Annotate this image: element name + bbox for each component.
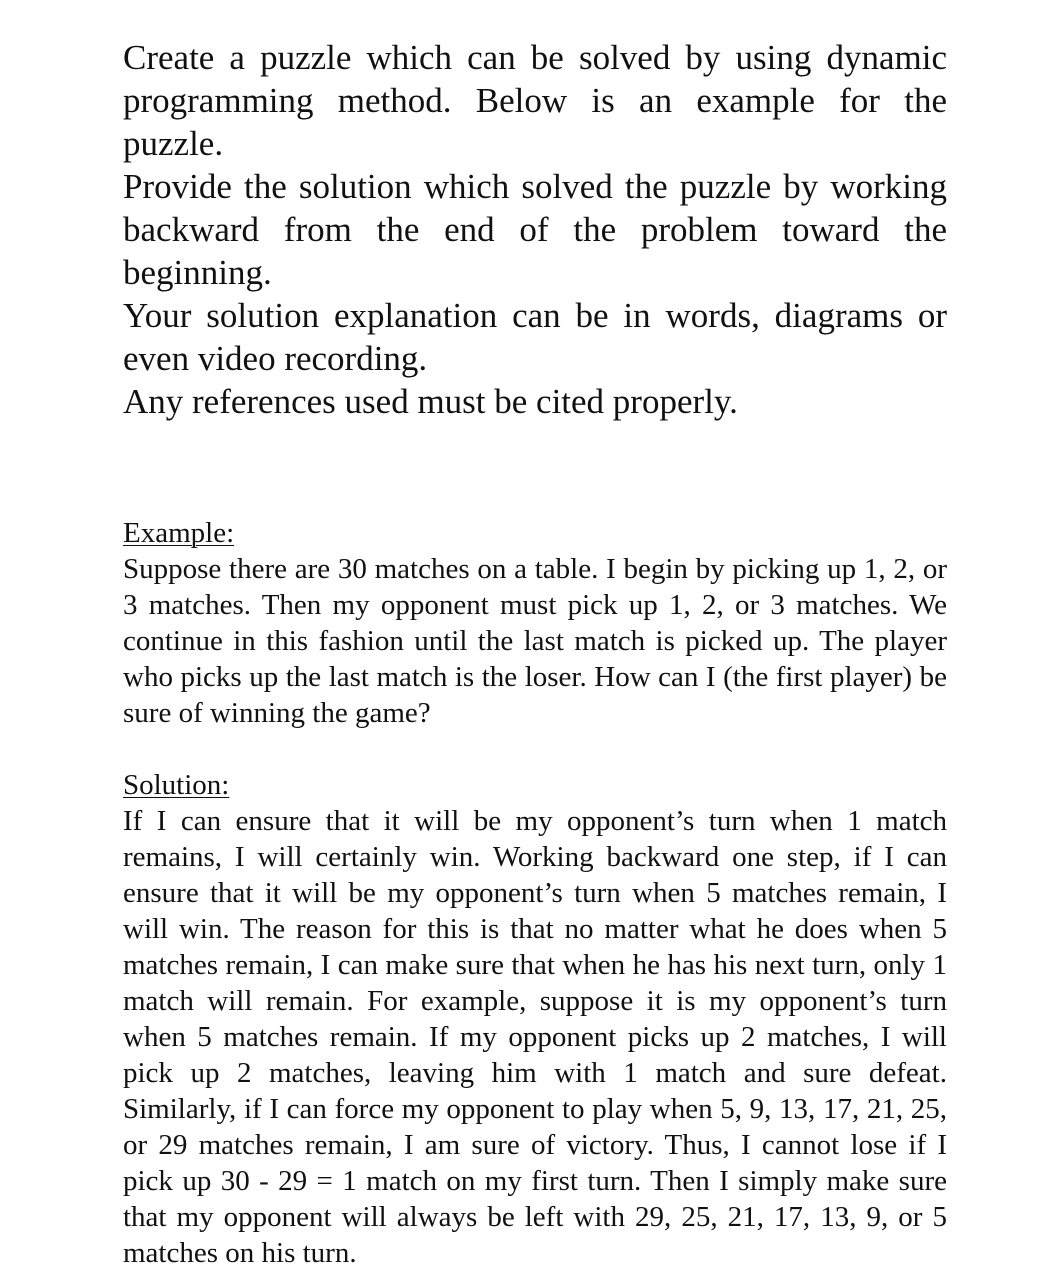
instruction-paragraph-references: Any references used must be cited properly. xyxy=(123,382,738,421)
instruction-paragraph-create: Create a puzzle which can be solved by using dynamic programming method. Below is an example for the puzzle. xyxy=(123,38,947,163)
document-page xyxy=(123,36,947,1271)
instruction-paragraph-explanation: Your solution explanation can be in words, diagrams or even video recording. xyxy=(123,296,947,378)
spacer xyxy=(123,423,947,515)
solution-heading: Solution: xyxy=(123,769,230,801)
instruction-paragraph-solution: Provide the solution which solved the puzzle by working backward from the end of the problem toward the beginning. xyxy=(123,167,947,292)
solution-text: If I can ensure that it will be my opponent’s turn when 1 match remains, I will certainly win. Working backward one step, if I can ensure that it will be my opponent’s turn when 5 matches remain, I will win. The reason for this is that no matter what he does when 5 matches remain, I can make sure that when he has his next turn, only 1 match will remain. For example, suppose it is my opponent’s turn when 5 matches remain. If my opponent picks up 2 matches, I will pick up 2 matches, leaving him with 1 match and sure defeat. Similarly, if I can force my opponent to play when 5, 9, 13, 17, 21, 25, or 29 matches remain, I am sure of victory. Thus, I cannot lose if I pick up 30 - 29 = 1 match on my first turn. Then I simply make sure that my opponent will always be left with 29, 25, 21, 17, 13, 9, or 5 matches on his turn. xyxy=(123,805,947,1269)
spacer xyxy=(123,731,947,767)
example-text: Suppose there are 30 matches on a table. I begin by picking up 1, 2, or 3 matches. Then my opponent must pick up 1, 2, or 3 matches. We continue in this fashion until the last match is picked up. The player who picks up the last match is the loser. How can I (the first player) be sure of winning the game? xyxy=(123,553,947,729)
example-section xyxy=(123,515,947,731)
solution-section xyxy=(123,767,947,1271)
instructions-block xyxy=(123,36,947,423)
example-heading: Example: xyxy=(123,517,235,549)
